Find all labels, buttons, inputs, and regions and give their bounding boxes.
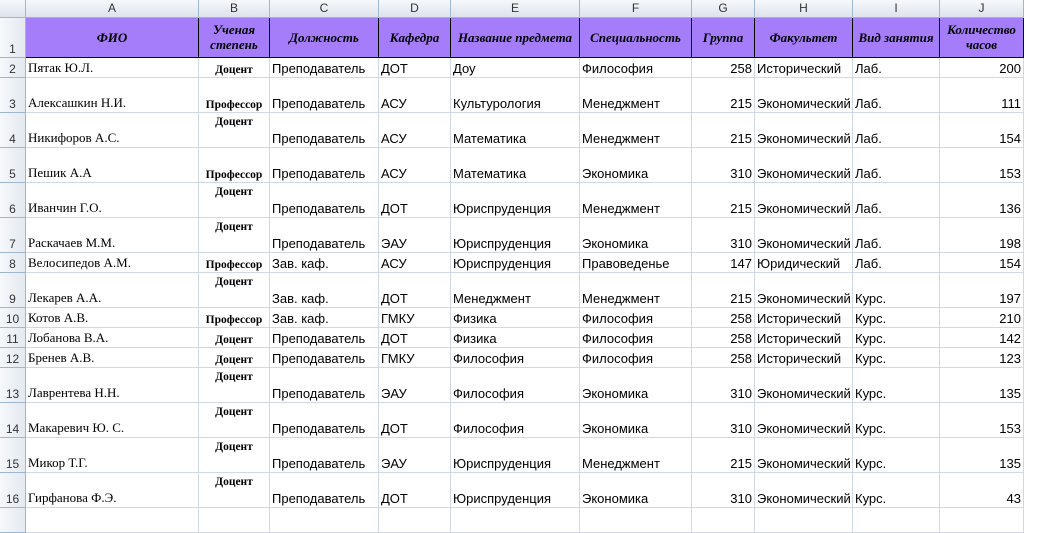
cell-degree[interactable]: Профессор [199, 148, 270, 183]
cell-fio[interactable]: Иванчин Г.О. [26, 183, 199, 218]
row-header-5[interactable]: 5 [0, 148, 26, 183]
cell-group[interactable]: 258 [692, 308, 755, 328]
header-cell-dept[interactable]: Кафедра [379, 18, 451, 58]
cell-hours[interactable]: 198 [940, 218, 1024, 253]
cell-degree[interactable]: Доцент [199, 273, 270, 308]
cell-type[interactable]: Лаб. [853, 113, 940, 148]
column-header-a[interactable]: A [26, 0, 199, 18]
cell-fio[interactable]: Бренев А.В. [26, 348, 199, 368]
cell-empty[interactable] [270, 508, 379, 533]
cell-subject[interactable]: Философия [451, 348, 580, 368]
cell-degree[interactable]: Профессор [199, 78, 270, 113]
cell-hours[interactable]: 135 [940, 368, 1024, 403]
cell-faculty[interactable]: Экономический [755, 273, 853, 308]
cell-faculty[interactable]: Экономический [755, 473, 853, 508]
row-header-12[interactable]: 12 [0, 348, 26, 368]
header-cell-faculty[interactable]: Факультет [755, 18, 853, 58]
cell-position[interactable]: Преподаватель [270, 438, 379, 473]
cell-specialty[interactable]: Экономика [580, 403, 692, 438]
cell-type[interactable]: Курс. [853, 368, 940, 403]
cell-empty[interactable] [755, 508, 853, 533]
cell-fio[interactable]: Лекарев А.А. [26, 273, 199, 308]
cell-degree[interactable]: Профессор [199, 308, 270, 328]
cell-specialty[interactable]: Философия [580, 308, 692, 328]
cell-fio[interactable]: Лаврентева Н.Н. [26, 368, 199, 403]
table-row [26, 473, 1037, 508]
cell-empty[interactable] [853, 508, 940, 533]
cell-dept[interactable]: ДОТ [379, 183, 451, 218]
cell-fio[interactable]: Пешик А.А [26, 148, 199, 183]
cell-group[interactable]: 258 [692, 58, 755, 78]
row-header-partial[interactable] [0, 508, 26, 533]
cell-subject[interactable]: Физика [451, 328, 580, 348]
column-header-b[interactable]: B [199, 0, 270, 18]
cell-faculty[interactable]: Экономический [755, 78, 853, 113]
cell-subject[interactable]: Юриспруденция [451, 438, 580, 473]
column-header-d[interactable]: D [379, 0, 451, 18]
cell-type[interactable]: Курс. [853, 328, 940, 348]
cell-subject[interactable]: Культурология [451, 78, 580, 113]
cell-group[interactable]: 258 [692, 328, 755, 348]
cell-position[interactable]: Преподаватель [270, 78, 379, 113]
cell-hours[interactable]: 136 [940, 183, 1024, 218]
cell-specialty[interactable]: Менеджмент [580, 78, 692, 113]
cell-group[interactable]: 310 [692, 403, 755, 438]
header-cell-type[interactable]: Вид занятия [853, 18, 940, 58]
cell-fio[interactable]: Макаревич Ю. С. [26, 403, 199, 438]
cell-type[interactable]: Лаб. [853, 253, 940, 273]
cell-position[interactable]: Зав. каф. [270, 308, 379, 328]
cell-dept[interactable]: АСУ [379, 78, 451, 113]
cell-dept[interactable]: ЭАУ [379, 438, 451, 473]
table-row [26, 58, 1037, 78]
table-row [26, 218, 1037, 253]
cell-hours[interactable]: 153 [940, 403, 1024, 438]
column-header-c[interactable]: C [270, 0, 379, 18]
cell-type[interactable]: Лаб. [853, 218, 940, 253]
row-header-2[interactable]: 2 [0, 58, 26, 78]
cell-specialty[interactable]: Менеджмент [580, 113, 692, 148]
cell-hours[interactable]: 200 [940, 58, 1024, 78]
cell-fio[interactable]: Гирфанова Ф.Э. [26, 473, 199, 508]
cell-dept[interactable]: ДОТ [379, 403, 451, 438]
column-header-g[interactable]: G [692, 0, 755, 18]
row-header-15[interactable]: 15 [0, 438, 26, 473]
row-header-6[interactable]: 6 [0, 183, 26, 218]
header-cell-group[interactable]: Группа [692, 18, 755, 58]
header-cell-position[interactable]: Должность [270, 18, 379, 58]
cell-position[interactable]: Преподаватель [270, 218, 379, 253]
cell-specialty[interactable]: Экономика [580, 368, 692, 403]
cell-group[interactable]: 215 [692, 183, 755, 218]
cell-hours[interactable]: 43 [940, 473, 1024, 508]
cell-fio[interactable]: Раскачаев М.М. [26, 218, 199, 253]
cell-specialty[interactable]: Философия [580, 58, 692, 78]
cell-group[interactable]: 215 [692, 273, 755, 308]
cell-subject[interactable]: Юриспруденция [451, 183, 580, 218]
cell-specialty[interactable]: Философия [580, 348, 692, 368]
cell-hours[interactable]: 135 [940, 438, 1024, 473]
cell-specialty[interactable]: Правоведенье [580, 253, 692, 273]
cell-type[interactable]: Курс. [853, 473, 940, 508]
cell-position[interactable]: Преподаватель [270, 473, 379, 508]
row-header-10[interactable]: 10 [0, 308, 26, 328]
cell-faculty[interactable]: Исторический [755, 348, 853, 368]
cell-position[interactable]: Зав. каф. [270, 273, 379, 308]
cell-type[interactable]: Лаб. [853, 183, 940, 218]
row-header-9[interactable]: 9 [0, 273, 26, 308]
cell-group[interactable]: 310 [692, 148, 755, 183]
column-header-i[interactable]: I [853, 0, 940, 18]
cell-subject[interactable]: Юриспруденция [451, 473, 580, 508]
table-row [26, 328, 1037, 348]
cell-position[interactable]: Преподаватель [270, 348, 379, 368]
cell-specialty[interactable]: Менеджмент [580, 183, 692, 218]
cell-degree[interactable]: Доцент [199, 348, 270, 368]
header-cell-hours[interactable]: Количество часов [940, 18, 1024, 58]
cell-specialty[interactable]: Философия [580, 328, 692, 348]
cell-hours[interactable]: 197 [940, 273, 1024, 308]
cell-hours[interactable]: 153 [940, 148, 1024, 183]
table-header-row [26, 18, 1037, 58]
cell-empty[interactable] [199, 508, 270, 533]
cell-specialty[interactable]: Экономика [580, 218, 692, 253]
cell-faculty[interactable]: Экономический [755, 113, 853, 148]
cell-specialty[interactable]: Менеджмент [580, 438, 692, 473]
cell-type[interactable]: Курс. [853, 273, 940, 308]
cell-hours[interactable]: 154 [940, 253, 1024, 273]
cell-degree[interactable]: Доцент [199, 218, 270, 253]
cell-position[interactable]: Зав. каф. [270, 253, 379, 273]
cell-empty[interactable] [379, 508, 451, 533]
cell-subject[interactable]: Философия [451, 403, 580, 438]
cell-subject[interactable]: Доу [451, 58, 580, 78]
table-row [26, 368, 1037, 403]
cell-faculty[interactable]: Экономический [755, 218, 853, 253]
cell-type[interactable]: Лаб. [853, 58, 940, 78]
cell-type[interactable]: Курс. [853, 403, 940, 438]
cell-faculty[interactable]: Исторический [755, 308, 853, 328]
cell-faculty[interactable]: Экономический [755, 183, 853, 218]
row-header-4[interactable]: 4 [0, 113, 26, 148]
cell-dept[interactable]: ДОТ [379, 473, 451, 508]
cell-group[interactable]: 215 [692, 438, 755, 473]
header-cell-degree[interactable]: Ученая степень [199, 18, 270, 58]
cell-dept[interactable]: АСУ [379, 113, 451, 148]
column-header-h[interactable]: H [755, 0, 853, 18]
cell-fio[interactable]: Никифоров А.С. [26, 113, 199, 148]
cell-position[interactable]: Преподаватель [270, 183, 379, 218]
cell-empty[interactable] [692, 508, 755, 533]
table-row [26, 183, 1037, 218]
cell-degree[interactable]: Доцент [199, 403, 270, 438]
cell-dept[interactable]: ДОТ [379, 58, 451, 78]
cell-hours[interactable]: 154 [940, 113, 1024, 148]
row-header-13[interactable]: 13 [0, 368, 26, 403]
row-header-1[interactable]: 1 [0, 18, 26, 58]
cell-subject[interactable]: Философия [451, 368, 580, 403]
column-header-f[interactable]: F [580, 0, 692, 18]
cell-degree[interactable]: Доцент [199, 438, 270, 473]
cell-faculty[interactable]: Исторический [755, 328, 853, 348]
cell-position[interactable]: Преподаватель [270, 148, 379, 183]
table-row [26, 308, 1037, 328]
cell-hours[interactable]: 111 [940, 78, 1024, 113]
cell-degree[interactable]: Доцент [199, 473, 270, 508]
row-header-7[interactable]: 7 [0, 218, 26, 253]
cell-faculty[interactable]: Экономический [755, 438, 853, 473]
cell-specialty[interactable]: Менеджмент [580, 273, 692, 308]
cell-degree[interactable]: Доцент [199, 328, 270, 348]
cell-type[interactable]: Курс. [853, 348, 940, 368]
cell-faculty[interactable]: Исторический [755, 58, 853, 78]
cell-group[interactable]: 258 [692, 348, 755, 368]
cell-empty[interactable] [580, 508, 692, 533]
header-cell-fio[interactable]: ФИО [26, 18, 199, 58]
cell-group[interactable]: 147 [692, 253, 755, 273]
cell-faculty[interactable]: Экономический [755, 368, 853, 403]
cell-fio[interactable]: Пятак Ю.Л. [26, 58, 199, 78]
cell-degree[interactable]: Доцент [199, 113, 270, 148]
cell-faculty[interactable]: Экономический [755, 403, 853, 438]
cell-position[interactable]: Преподаватель [270, 403, 379, 438]
header-cell-subject[interactable]: Название предмета [451, 18, 580, 58]
cell-faculty[interactable]: Экономический [755, 148, 853, 183]
cell-dept[interactable]: ДОТ [379, 328, 451, 348]
cell-degree[interactable]: Доцент [199, 58, 270, 78]
cell-position[interactable]: Преподаватель [270, 113, 379, 148]
table-row [26, 113, 1037, 148]
cell-dept[interactable]: АСУ [379, 253, 451, 273]
cell-dept[interactable]: ГМКУ [379, 348, 451, 368]
row-header-11[interactable]: 11 [0, 328, 26, 348]
cell-hours[interactable]: 210 [940, 308, 1024, 328]
cell-empty[interactable] [940, 508, 1024, 533]
cell-fio[interactable]: Алексашкин Н.И. [26, 78, 199, 113]
cell-dept[interactable]: ДОТ [379, 273, 451, 308]
cell-empty[interactable] [451, 508, 580, 533]
cell-group[interactable]: 310 [692, 473, 755, 508]
cell-type[interactable]: Лаб. [853, 78, 940, 113]
cell-subject[interactable]: Физика [451, 308, 580, 328]
cell-degree[interactable]: Доцент [199, 183, 270, 218]
cell-dept[interactable]: ЭАУ [379, 368, 451, 403]
row-header-3[interactable]: 3 [0, 78, 26, 113]
cell-position[interactable]: Преподаватель [270, 58, 379, 78]
cell-subject[interactable]: Юриспруденция [451, 253, 580, 273]
cell-empty[interactable] [26, 508, 199, 533]
cell-fio[interactable]: Микор Т.Г. [26, 438, 199, 473]
cell-fio[interactable]: Котов А.В. [26, 308, 199, 328]
table-row [26, 273, 1037, 308]
cell-specialty[interactable]: Экономика [580, 148, 692, 183]
cell-type[interactable]: Курс. [853, 438, 940, 473]
cell-group[interactable]: 310 [692, 368, 755, 403]
column-header-e[interactable]: E [451, 0, 580, 18]
select-all-corner[interactable] [0, 0, 26, 18]
cell-group[interactable]: 215 [692, 113, 755, 148]
row-header-14[interactable]: 14 [0, 403, 26, 438]
cell-group[interactable]: 310 [692, 218, 755, 253]
cell-subject[interactable]: Менеджмент [451, 273, 580, 308]
cell-degree[interactable]: Профессор [199, 253, 270, 273]
cell-hours[interactable]: 123 [940, 348, 1024, 368]
table-row [26, 508, 1037, 533]
cell-subject[interactable]: Математика [451, 113, 580, 148]
cell-dept[interactable]: АСУ [379, 148, 451, 183]
table-row [26, 78, 1037, 113]
cell-type[interactable]: Лаб. [853, 148, 940, 183]
cell-degree[interactable]: Доцент [199, 368, 270, 403]
cell-specialty[interactable]: Экономика [580, 473, 692, 508]
cell-position[interactable]: Преподаватель [270, 328, 379, 348]
cell-hours[interactable]: 142 [940, 328, 1024, 348]
cell-fio[interactable]: Велосипедов А.М. [26, 253, 199, 273]
cell-fio[interactable]: Лобанова В.А. [26, 328, 199, 348]
cell-faculty[interactable]: Юридический [755, 253, 853, 273]
table-row [26, 253, 1037, 273]
table-row [26, 403, 1037, 438]
cell-type[interactable]: Курс. [853, 308, 940, 328]
cell-subject[interactable]: Математика [451, 148, 580, 183]
cell-subject[interactable]: Юриспруденция [451, 218, 580, 253]
header-cell-specialty[interactable]: Специальность [580, 18, 692, 58]
cell-position[interactable]: Преподаватель [270, 368, 379, 403]
cell-dept[interactable]: ГМКУ [379, 308, 451, 328]
cell-dept[interactable]: ЭАУ [379, 218, 451, 253]
row-header-8[interactable]: 8 [0, 253, 26, 273]
table-row [26, 148, 1037, 183]
row-header-16[interactable]: 16 [0, 473, 26, 508]
table-row [26, 348, 1037, 368]
cell-group[interactable]: 215 [692, 78, 755, 113]
table-row [26, 438, 1037, 473]
column-header-j[interactable]: J [940, 0, 1024, 18]
